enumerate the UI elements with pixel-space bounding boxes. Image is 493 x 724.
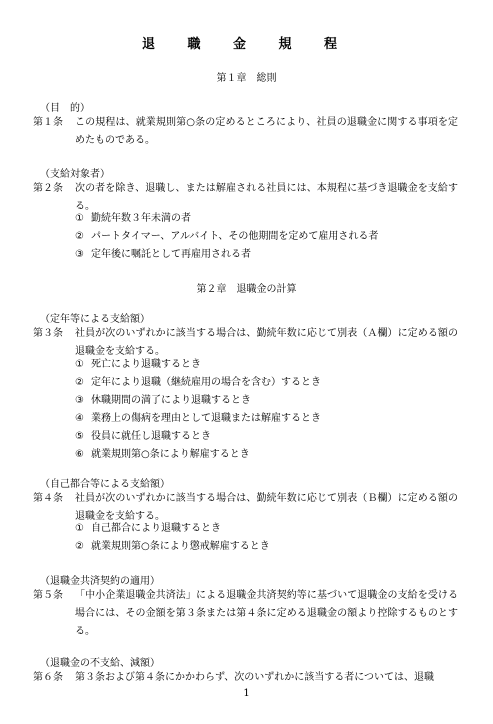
section-heading-mutual-aid: （退職金共済契約の適用） <box>40 576 160 587</box>
item-text: 休職期間の満了により退職するとき <box>91 395 251 406</box>
item-number: ① <box>75 523 84 534</box>
list-item <box>75 374 321 392</box>
chapter-2-heading: 第２章 退職金の計算 <box>196 284 297 295</box>
item-number: ② <box>75 541 84 552</box>
self-reasons-list <box>75 520 270 556</box>
item-number: ① <box>75 359 84 370</box>
list-item <box>75 410 321 428</box>
article-text: 第３条および第４条にかかわらず、次のいずれかに該当する者については、退職 <box>75 672 434 683</box>
item-text: 定年後に嘱託として再雇用される者 <box>91 249 251 260</box>
section-heading-nonpayment: （退職金の不支給、減額） <box>40 658 160 669</box>
item-text: 死亡により退職するとき <box>91 359 201 370</box>
list-item <box>75 392 321 410</box>
item-number: ③ <box>75 249 84 260</box>
item-text: 役員に就任し退職するとき <box>91 431 211 442</box>
section-heading-retirement: （定年等による支給額） <box>40 314 150 325</box>
article-number: 第６条 <box>33 672 63 683</box>
item-text: 定年により退職（継続雇用の場合を含む）するとき <box>91 377 321 388</box>
list-item <box>75 446 321 464</box>
list-item <box>75 520 270 538</box>
section-heading-eligible: （支給対象者） <box>40 169 110 180</box>
article-text: 社員が次のいずれかに該当する場合は、勤続年数に応じて別表（Ａ欄）に定める額の退職金を支給する。 <box>75 328 458 357</box>
page-number: 1 <box>243 688 250 699</box>
exclusion-list <box>75 210 378 264</box>
item-text: 就業規則第○条により懲戒解雇するとき <box>91 541 270 552</box>
article-text: 社員が次のいずれかに該当する場合は、勤続年数に応じて別表（Ｂ欄）に定める額の退職金を支給する。 <box>75 493 458 522</box>
article-number: 第３条 <box>33 328 63 339</box>
list-item <box>75 538 270 556</box>
article-number: 第５条 <box>33 590 63 601</box>
article-1 <box>33 114 458 150</box>
list-item <box>75 210 378 228</box>
item-number: ② <box>75 231 84 242</box>
item-text: 勤続年数３年未満の者 <box>91 213 191 224</box>
item-text: 自己都合により退職するとき <box>91 523 221 534</box>
item-number: ③ <box>75 395 84 406</box>
article-number: 第１条 <box>33 117 63 128</box>
item-text: パートタイマー、アルバイト、その他期間を定めて雇用される者 <box>91 231 379 242</box>
list-item <box>75 428 321 446</box>
item-text: 業務上の傷病を理由として退職または解雇するとき <box>91 413 321 424</box>
article-6 <box>33 669 458 687</box>
item-number: ① <box>75 213 84 224</box>
list-item <box>75 356 321 374</box>
item-number: ⑤ <box>75 431 84 442</box>
item-number: ② <box>75 377 84 388</box>
article-number: 第４条 <box>33 493 63 504</box>
section-heading-purpose: （目 的） <box>40 103 90 114</box>
item-number: ⑥ <box>75 449 84 460</box>
article-text: 「中小企業退職金共済法」による退職金共済契約等に基づいて退職金の支給を受ける場合には、その金額を第３条または第４条に定める退職金の額より控除するものとする。 <box>75 590 458 637</box>
article-5 <box>33 587 458 641</box>
document-title: 退 職 金 規 程 <box>141 37 352 52</box>
article-text: この規程は、就業規則第○条の定めるところにより、社員の退職金に関する事項を定めたものである。 <box>75 117 458 146</box>
list-item <box>75 246 378 264</box>
retirement-conditions-list <box>75 356 321 464</box>
chapter-1-heading: 第１章 総則 <box>216 73 277 84</box>
item-number: ④ <box>75 413 84 424</box>
item-text: 就業規則第○条により解雇するとき <box>91 449 250 460</box>
section-heading-self-reasons: （自己都合等による支給額） <box>40 479 170 490</box>
article-text: 次の者を除き、退職し、または解雇される社員には、本規程に基づき退職金を支給する。 <box>75 183 458 212</box>
article-number: 第２条 <box>33 183 63 194</box>
list-item <box>75 228 378 246</box>
